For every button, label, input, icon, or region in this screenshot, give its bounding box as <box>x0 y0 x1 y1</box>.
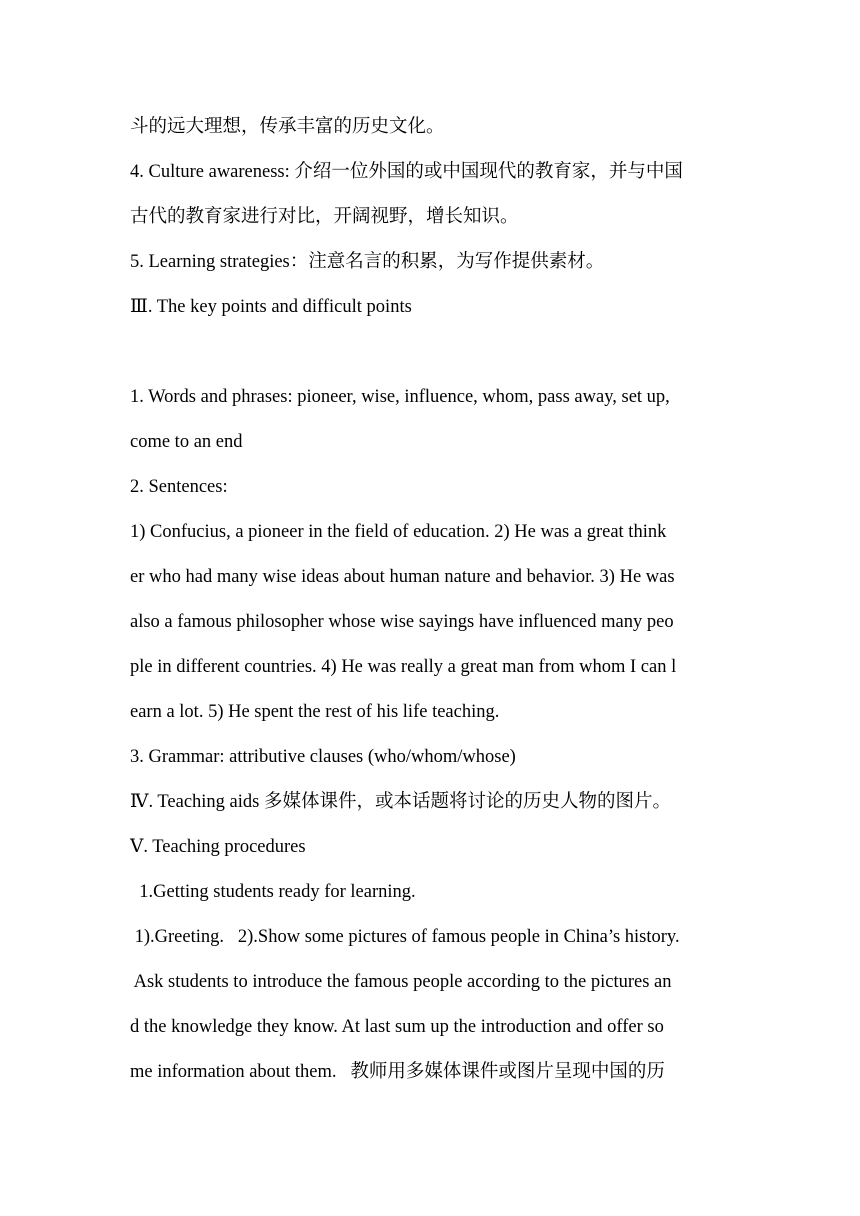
text-line-ask-students: Ask students to introduce the famous people according to the pictures an <box>130 972 672 992</box>
text-line-words-phrases: 1. Words and phrases: pioneer, wise, influence, whom, pass away, set up, <box>130 387 670 407</box>
section-heading-key-points: Ⅲ. The key points and difficult points <box>130 297 412 317</box>
text-line-grammar: 3. Grammar: attributive clauses (who/whom/whose) <box>130 747 516 767</box>
text-line-knowledge: d the knowledge they know. At last sum up the introduction and offer so <box>130 1017 664 1037</box>
text-line-culture-awareness-cont: 古代的教育家进行对比，开阔视野，增长知识。 <box>130 207 519 227</box>
text-line-sentences-1: 1) Confucius, a pioneer in the field of education. 2) He was a great think <box>130 522 667 542</box>
text-line-greeting: 1).Greeting. 2).Show some pictures of famous people in China’s history. <box>130 927 680 947</box>
text-line-sentences-heading: 2. Sentences: <box>130 477 228 497</box>
text-line-learning-strategies: 5. Learning strategies：注意名言的积累，为写作提供素材。 <box>130 252 605 272</box>
text-line-sentences-3: also a famous philosopher whose wise sayings have influenced many peo <box>130 612 674 632</box>
text-line-getting-ready: 1.Getting students ready for learning. <box>130 882 416 902</box>
section-heading-teaching-aids: Ⅳ. Teaching aids 多媒体课件，或本话题将讨论的历史人物的图片。 <box>130 792 671 812</box>
text-line-information: me information about them. 教师用多媒体课件或图片呈现中国的历 <box>130 1062 665 1082</box>
text-line-goals-continued: 斗的远大理想，传承丰富的历史文化。 <box>130 117 445 137</box>
section-heading-teaching-procedures: Ⅴ. Teaching procedures <box>130 837 306 857</box>
text-line-sentences-4: ple in different countries. 4) He was really a great man from whom I can l <box>130 657 677 677</box>
text-line-sentences-5: earn a lot. 5) He spent the rest of his life teaching. <box>130 702 500 722</box>
text-line-culture-awareness: 4. Culture awareness: 介绍一位外国的或中国现代的教育家，并与中国 <box>130 162 683 182</box>
text-line-words-phrases-cont: come to an end <box>130 432 243 452</box>
text-line-sentences-2: er who had many wise ideas about human nature and behavior. 3) He was <box>130 567 675 587</box>
